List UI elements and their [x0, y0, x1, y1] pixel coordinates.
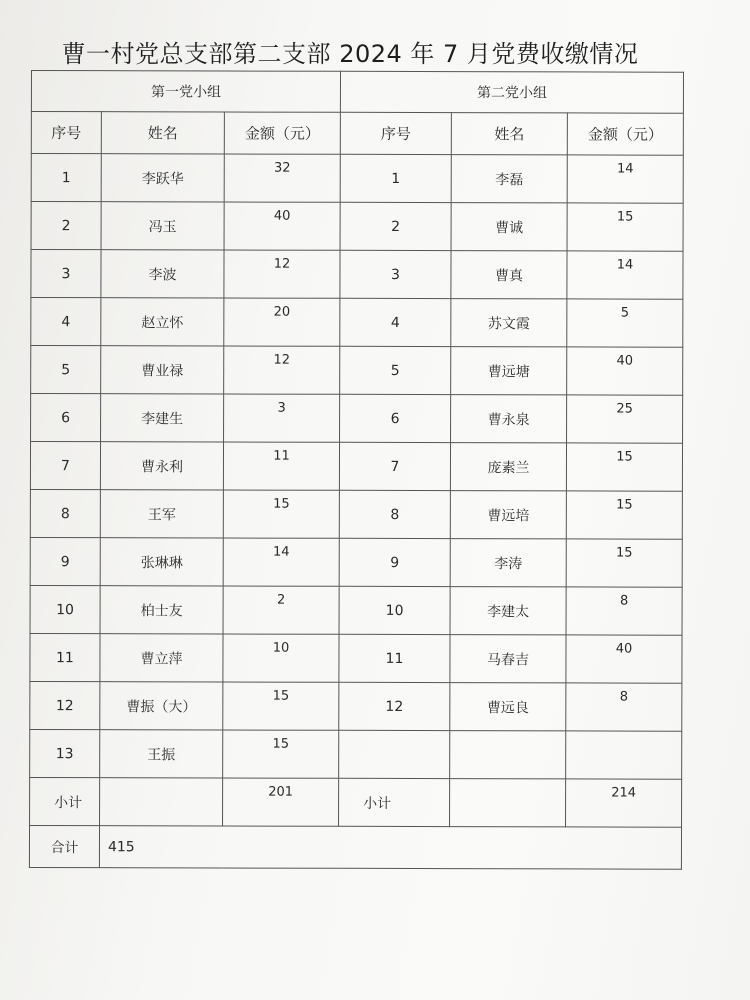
total-value: 415: [99, 826, 681, 870]
fee-table: [29, 70, 684, 870]
g2-name-cell: 李磊: [451, 155, 567, 203]
g2-amount-cell: 5: [567, 299, 683, 347]
g1-name-cell: 王军: [100, 490, 223, 538]
total-row: [29, 825, 681, 869]
g1-no-cell: 10: [30, 585, 100, 633]
g2-name-cell: 曹诚: [451, 203, 567, 251]
group2-name: 第二党小组: [340, 71, 683, 113]
g2-no-cell: 1: [340, 154, 451, 202]
g1-no-cell: 7: [30, 442, 100, 490]
g1-name-cell: 赵立怀: [101, 298, 224, 346]
g1-amount-cell: 15: [223, 730, 339, 778]
table-row: [31, 346, 683, 396]
group1-name: 第一党小组: [31, 71, 340, 113]
g2-name-cell: 曹永泉: [451, 395, 567, 443]
g1-amount-cell: 3: [224, 394, 340, 442]
header-amount: 金额（元）: [224, 112, 340, 154]
g2-name-cell: 曹远培: [450, 491, 566, 539]
g1-amount-cell: 40: [224, 202, 340, 250]
g2-amount-cell: 14: [567, 155, 683, 203]
g1-amount-cell: 20: [224, 298, 340, 346]
g2-amount-cell: 40: [567, 347, 683, 395]
g2-amount-cell: 8: [566, 683, 682, 731]
g1-name-cell: 冯玉: [101, 202, 224, 250]
column-header-row: [31, 112, 683, 156]
g2-no-cell: 12: [339, 682, 450, 730]
table-row: [31, 250, 683, 300]
g2-name-cell: 曹远良: [450, 683, 566, 731]
header-name: 姓名: [101, 112, 224, 154]
header-no: 序号: [340, 112, 451, 154]
table-row: [30, 681, 682, 731]
g2-subtotal-empty: [450, 779, 566, 827]
header-name: 姓名: [451, 113, 567, 155]
g1-no-cell: 8: [30, 489, 100, 537]
g1-amount-cell: 12: [224, 346, 340, 394]
g1-no-cell: 4: [31, 298, 101, 346]
g1-name-cell: 曹振（大）: [100, 682, 223, 730]
g2-amount-cell: [566, 731, 682, 779]
g1-amount-cell: 2: [223, 586, 339, 634]
table-row: [30, 537, 682, 587]
g1-amount-cell: 15: [223, 490, 339, 538]
table-row: [30, 585, 682, 635]
g2-no-cell: [339, 730, 450, 778]
g1-no-cell: 3: [31, 250, 101, 298]
table-row: [31, 154, 683, 204]
g1-name-cell: 王振: [100, 730, 223, 778]
g1-subtotal-empty: [100, 778, 223, 826]
g1-amount-cell: 10: [223, 634, 339, 682]
document-title: 曹一村党总支部第二支部 2024 年 7 月党费收缴情况: [61, 40, 639, 68]
table-row: [30, 633, 682, 683]
table-row: [30, 729, 682, 779]
g2-amount-cell: 15: [567, 203, 683, 251]
header-amount: 金额（元）: [567, 113, 683, 155]
g1-amount-cell: 15: [223, 682, 339, 730]
g2-name-cell: 庞素兰: [450, 443, 566, 491]
g1-no-cell: 6: [31, 394, 101, 442]
group-header-row: [31, 71, 683, 114]
g2-name-cell: 李涛: [450, 539, 566, 587]
g1-name-cell: 张琳琳: [100, 538, 223, 586]
g1-no-cell: 2: [31, 202, 101, 250]
g2-subtotal-value: 214: [566, 779, 682, 827]
g2-no-cell: 6: [340, 394, 451, 442]
g1-amount-cell: 32: [224, 154, 340, 202]
g2-name-cell: 李建太: [450, 587, 566, 635]
g2-name-cell: 苏文霞: [451, 299, 567, 347]
header-no: 序号: [31, 112, 101, 154]
g2-name-cell: [450, 731, 566, 779]
g2-subtotal-label: 小计: [339, 778, 450, 826]
table-row: [30, 489, 682, 539]
subtotal-row: [30, 777, 682, 827]
table-row: [31, 298, 683, 348]
g1-amount-cell: 14: [223, 538, 339, 586]
g1-no-cell: 1: [31, 154, 101, 202]
g2-no-cell: 4: [340, 298, 451, 346]
g1-name-cell: 曹业禄: [101, 346, 224, 394]
g2-no-cell: 2: [340, 202, 451, 250]
g1-no-cell: 11: [30, 633, 100, 681]
g1-name-cell: 李建生: [101, 394, 224, 442]
g2-amount-cell: 15: [566, 491, 682, 539]
g1-name-cell: 李波: [101, 250, 224, 298]
g1-no-cell: 5: [31, 346, 101, 394]
g1-name-cell: 柏士友: [100, 586, 223, 634]
g2-no-cell: 5: [340, 346, 451, 394]
g2-no-cell: 10: [339, 586, 450, 634]
g2-amount-cell: 25: [567, 395, 683, 443]
table-row: [30, 442, 682, 492]
g2-no-cell: 7: [339, 442, 450, 490]
g1-subtotal-value: 201: [223, 778, 339, 826]
g2-name-cell: 曹真: [451, 251, 567, 299]
table-row: [31, 202, 683, 252]
g2-no-cell: 11: [339, 634, 450, 682]
g2-no-cell: 3: [340, 250, 451, 298]
g2-name-cell: 曹远塘: [451, 347, 567, 395]
g1-amount-cell: 11: [223, 442, 339, 490]
g1-name-cell: 曹永利: [100, 442, 223, 490]
table-row: [31, 394, 683, 444]
g2-amount-cell: 8: [566, 587, 682, 635]
g2-no-cell: 8: [339, 490, 450, 538]
g1-amount-cell: 12: [224, 250, 340, 298]
g2-amount-cell: 15: [566, 443, 682, 491]
g1-no-cell: 9: [30, 537, 100, 585]
g1-no-cell: 13: [30, 729, 100, 777]
g2-amount-cell: 40: [566, 635, 682, 683]
g2-no-cell: 9: [339, 538, 450, 586]
g2-amount-cell: 15: [566, 539, 682, 587]
total-label: 合计: [29, 825, 99, 867]
fee-table-body: [29, 71, 683, 870]
g1-name-cell: 李跃华: [101, 154, 224, 202]
g1-no-cell: 12: [30, 681, 100, 729]
g1-subtotal-label: 小计: [30, 777, 100, 825]
g1-name-cell: 曹立萍: [100, 634, 223, 682]
g2-amount-cell: 14: [567, 251, 683, 299]
g2-name-cell: 马春吉: [450, 635, 566, 683]
